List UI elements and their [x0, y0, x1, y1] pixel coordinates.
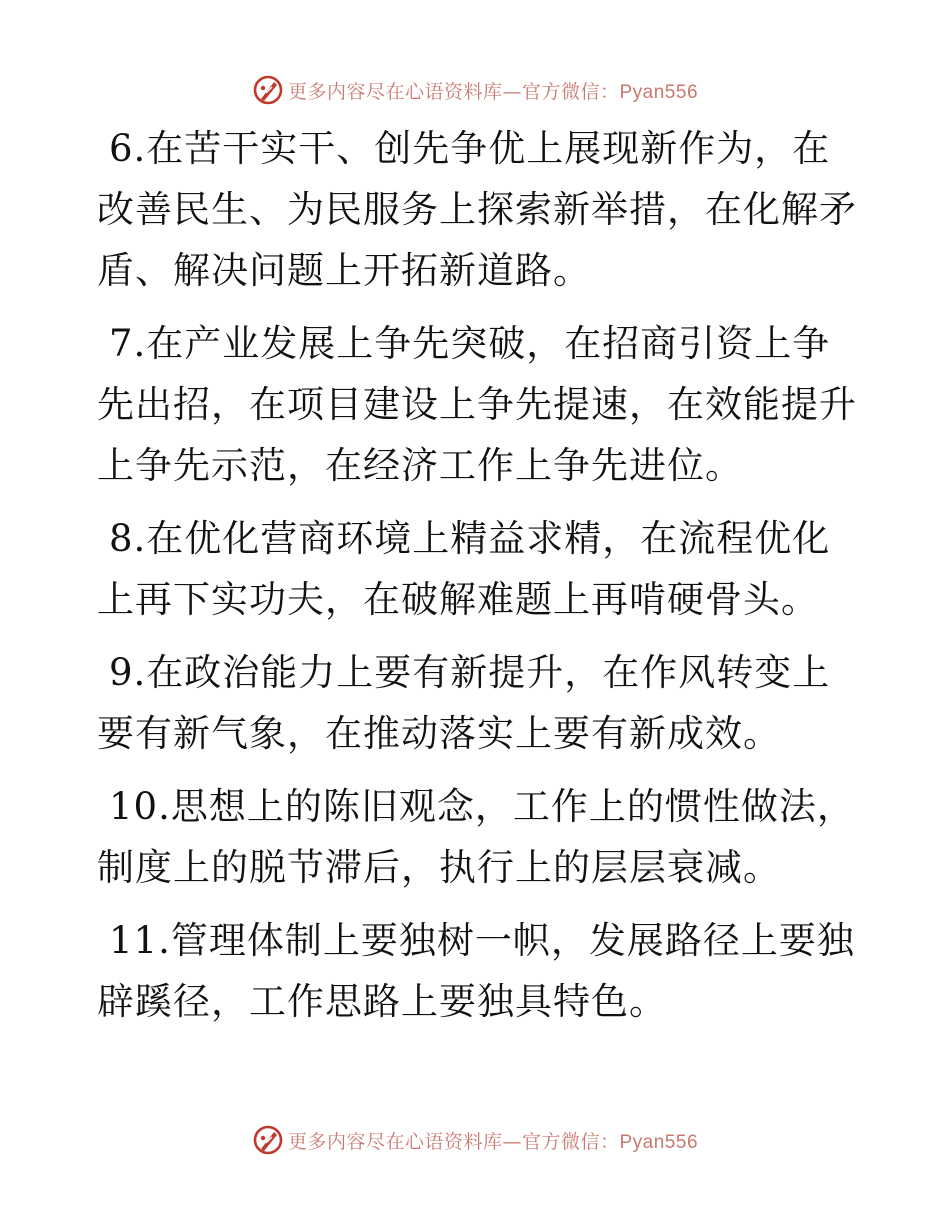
footer-watermark — [0, 1120, 950, 1160]
header-watermark — [0, 70, 950, 110]
footer-watermark-id: Pyan556 — [619, 1131, 699, 1153]
footer-watermark-text — [288, 1127, 698, 1154]
list-item-6: 6.在苦干实干、创先争优上展现新作为，在改善民生、为民服务上探索新举措，在化解矛盾、解决问题上开拓新道路。 — [97, 127, 857, 292]
footer-watermark-cn: 更多内容尽在心语资料库—官方微信： — [287, 1130, 620, 1153]
list-item-11: 11.管理体制上要独树一帜，发展路径上要独辟蹊径，工作思路上要独具特色。 — [97, 919, 855, 1023]
header-watermark-cn: 更多内容尽在心语资料库—官方微信： — [287, 80, 620, 103]
feather-pen-logo-icon — [252, 1124, 284, 1156]
list-item-9: 9.在政治能力上要有新提升，在作风转变上要有新气象，在推动落实上要有新成效。 — [97, 651, 831, 755]
list-item-10: 10.思想上的陈旧观念，工作上的惯性做法，制度上的脱节滞后，执行上的层层衰减。 — [97, 785, 855, 889]
list-item-8: 8.在优化营商环境上精益求精，在流程优化上再下实功夫，在破解难题上再啃硬骨头。 — [97, 517, 831, 621]
feather-pen-logo-icon — [252, 74, 284, 106]
header-watermark-id: Pyan556 — [619, 81, 699, 103]
header-watermark-text — [288, 77, 698, 104]
list-item-7: 7.在产业发展上争先突破，在招商引资上争先出招，在项目建设上争先提速，在效能提升上争先示范，在经济工作上争先进位。 — [97, 322, 857, 487]
document-body — [97, 118, 857, 1044]
